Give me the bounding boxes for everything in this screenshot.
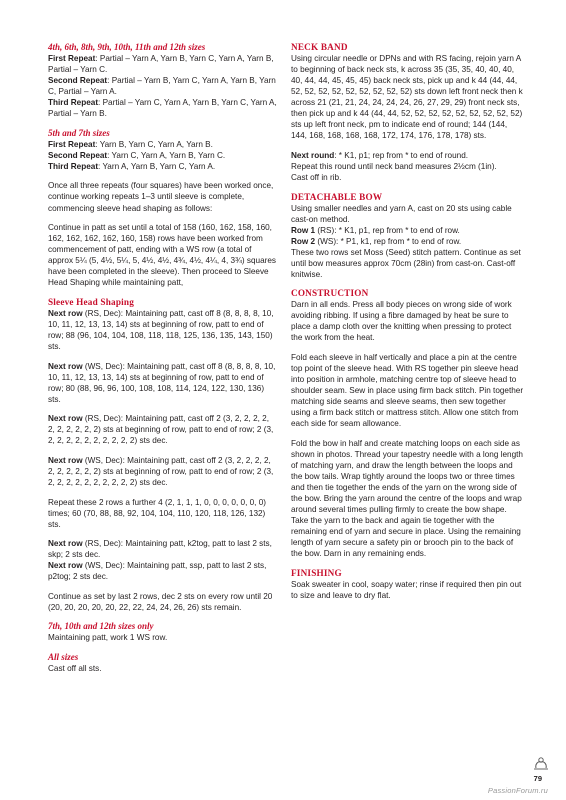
instruction-text: (WS, Dec): Maintaining patt, cast off 8 (8, 8, 8, 8, 10, 10, 11, 12, 13, 13, 14) sts at beginning of row, patt to end of row; 80 (88, 96, 96, 100, 108, 108, 114, 124, 122, 130, 136) sts. [48, 361, 276, 404]
instruction-text: (WS): * P1, k1, rep from * to end of row. [315, 236, 462, 246]
size-subheading: 4th, 6th, 8th, 9th, 10th, 11th and 12th sizes [48, 42, 206, 52]
paragraph: Using circular needle or DPNs and with RS facing, rejoin yarn A to beginning of back neck sts, k across 35 (35, 35, 40, 40, 40, 40, 44, 44, 45, 45, 45) back neck sts, pick up and k 44 (44, 44, 52, 52, 52, 52, 52, 52, 52, 52, 52) sts down left front neck then k across 21 (21, 21, 24, 24, 24, 24, 26, 27, 29, 29) front neck sts, then pick up and k 44 (44, 44, 52, 52, 52, 52, 52, 52, 52, 52, 52) sts up left front neck, pm to indicate end of round; 144 (144, 144, 168, 168, 168, 168, 172, 174, 176, 178, 178) sts. [291, 54, 523, 141]
knitting-logo-icon [532, 756, 550, 772]
instruction-label: Third Repeat [48, 161, 99, 171]
paragraph: These two rows set Moss (Seed) stitch pattern. Continue as set until bow measures approx 70cm (28in) from cast-on. Cast-off knitwise. [291, 247, 521, 279]
instruction-text: (RS): * K1, p1, rep from * to end of row. [315, 225, 460, 235]
instruction-label: Next round [291, 150, 335, 160]
instruction-line [48, 455, 278, 488]
section-heading: DETACHABLE BOW [291, 191, 383, 202]
size-subheading: All sizes [48, 651, 79, 662]
instruction-text: (RS, Dec): Maintaining patt, k2tog, patt to last 2 sts, skp; 2 sts dec. [48, 539, 272, 560]
paragraph: Once all three repeats (four squares) have been worked once, continue working repeats 1–3 until sleeve is complete, commencing sleeve head shaping as follows: [48, 181, 274, 213]
page-number: 79 [533, 774, 542, 783]
instruction-line [48, 139, 278, 150]
instruction-line [291, 225, 524, 236]
instruction-text: : Yarn B, Yarn C, Yarn A, Yarn B. [95, 139, 213, 149]
instruction-line [48, 308, 278, 352]
instruction-line [291, 236, 524, 247]
instruction-text: : Yarn A, Yarn B, Yarn C, Yarn A. [98, 161, 216, 171]
paragraph: Continue as set by last 2 rows, dec 2 sts on every row until 20 (20, 20, 20, 20, 20, 22, 22, 24, 24, 26, 26) sts remain. [48, 591, 273, 612]
instruction-label: Row 1 [291, 225, 316, 235]
instruction-text: (WS, Dec): Maintaining patt, cast off 2 (3, 2, 2, 2, 2, 2, 2, 2, 2, 2, 2) sts at beginning of row, patt to end of row; 2 (3, 2, 2, 2, 2, 2, 2, 2, 2, 2, 2) sts dec. [48, 455, 274, 487]
instruction-text: : Yarn C, Yarn A, Yarn B, Yarn C. [107, 150, 226, 160]
paragraph: Fold each sleeve in half vertically and place a pin at the centre top point of the sleeve head. With RS together pin sleeve head into position in armhole, matching centre top of sleeve head to shoulder seam. Sew in place using firm back stitch. Pin together matching side seams and sleeve seams, then sew together using a firm back stitch or mattress stitch. Allow one stitch from each side for seam allowance. [291, 353, 524, 429]
paragraph: Cast off all sts. [48, 663, 102, 673]
instruction-line [48, 560, 278, 582]
instruction-text: : Partial – Yarn A, Yarn B, Yarn C, Yarn A, Yarn B, Partial – Yarn C. [48, 54, 274, 75]
instruction-line [291, 150, 524, 161]
right-column [291, 42, 524, 601]
instruction-line [48, 97, 278, 119]
instruction-label: Next row [48, 361, 83, 371]
instruction-label: Second Repeat [48, 150, 108, 160]
paragraph: Continue in patt as set until a total of 158 (160, 162, 158, 160, 162, 162, 162, 162, 160, 158) rows have been worked from commencement of patt, ending with a WS row (a total of approx 5¼ (5, 4½, 5¼, 5, 4½, 4½, 4¾, 4½, 4¼, 4, 3¾) squares have been completed in the sleeve). Then proceed to Sleeve Head Shaping while maintaining patt, [48, 223, 277, 288]
instruction-label: First Repeat [48, 54, 96, 63]
instruction-label: First Repeat [48, 139, 96, 149]
paragraph: Soak sweater in cool, soapy water; rinse if required then pin out to size and leave to dry flat. [291, 579, 522, 600]
instruction-line [48, 538, 278, 560]
instruction-label: Next row [48, 455, 83, 465]
paragraph: Cast off in rib. [291, 172, 342, 182]
instruction-line [48, 75, 278, 97]
section-heading: Sleeve Head Shaping [48, 296, 134, 307]
paragraph: Using smaller needles and yarn A, cast on 20 sts using cable cast-on method. [291, 203, 512, 224]
instruction-line [48, 413, 278, 446]
instruction-text: (RS, Dec): Maintaining patt, cast off 2 (3, 2, 2, 2, 2, 2, 2, 2, 2, 2, 2) sts at beginning of row, patt to end of row; 2 (3, 2, 2, 2, 2, 2, 2, 2, 2, 2, 2) sts dec. [48, 414, 274, 446]
instruction-text: : Partial – Yarn C, Yarn A, Yarn B, Yarn C, Yarn A, Partial – Yarn B. [48, 98, 277, 119]
paragraph: Repeat these 2 rows a further 4 (2, 1, 1, 1, 0, 0, 0, 0, 0, 0, 0) times; 60 (70, 88, 88, 92, 104, 104, 110, 120, 118, 126, 132) sts. [48, 497, 267, 529]
size-subheading: 5th and 7th sizes [48, 127, 110, 138]
instruction-label: Next row [48, 414, 83, 424]
instruction-label: Next row [48, 561, 83, 571]
instruction-line [48, 161, 278, 172]
size-subheading: 7th, 10th and 12th sizes only [48, 621, 154, 632]
instruction-text: : * K1, p1; rep from * to end of round. [334, 150, 469, 160]
watermark: PassionForum.ru [487, 786, 548, 795]
instruction-line [48, 53, 278, 75]
instruction-label: Next row [48, 308, 83, 318]
instruction-text: (WS, Dec): Maintaining patt, ssp, patt to last 2 sts, p2tog; 2 sts dec. [48, 561, 267, 582]
instruction-label: Next row [48, 539, 83, 549]
left-column [48, 42, 278, 674]
paragraph: Darn in all ends. Press all body pieces on wrong side of work avoiding ribbing. If using a fibre damaged by heat be sure to place a damp cloth over the knitting when pressing to protect the work from the heat. [291, 300, 512, 343]
paragraph: Repeat this round until neck band measures 2½cm (1in). [291, 161, 497, 171]
section-heading: NECK BAND [291, 42, 348, 52]
instruction-line [48, 361, 278, 405]
instruction-label: Third Repeat [48, 98, 99, 108]
paragraph: Maintaining patt, work 1 WS row. [48, 633, 168, 643]
instruction-text: (RS, Dec): Maintaining patt, cast off 8 (8, 8, 8, 8, 10, 10, 11, 12, 13, 13, 14) sts at beginning of row, patt to end of row; 88 (96, 104, 104, 108, 118, 118, 125, 136, 135, 143, 150) sts. [48, 308, 274, 351]
instruction-line [48, 150, 278, 161]
paragraph: Fold the bow in half and create matching loops on each side as shown in photos. Thread your tapestry needle with a long length of matching yarn, and draw the length between the loops and the bow tails. Wrap tightly around the loops two or three times and then tie together the ends of the yarn on the wrong side of the bow. Bring the yarn around the centre of the loops and wrap around several times pulling firmly to create the bow shape. Take the yarn to the back and again tie together with the remaining end of yarn and secure in place. Using the remaining length of yarn secure a safety pin or brooch pin to the back of the bow. Darn in any remaining ends. [291, 438, 523, 559]
instruction-text: : Partial – Yarn B, Yarn C, Yarn A, Yarn B, Yarn C, Partial – Yarn A. [48, 76, 276, 97]
instruction-label: Second Repeat [48, 76, 108, 86]
instruction-label: Row 2 [291, 236, 316, 246]
section-heading: CONSTRUCTION [291, 288, 369, 299]
section-heading: FINISHING [291, 567, 342, 578]
